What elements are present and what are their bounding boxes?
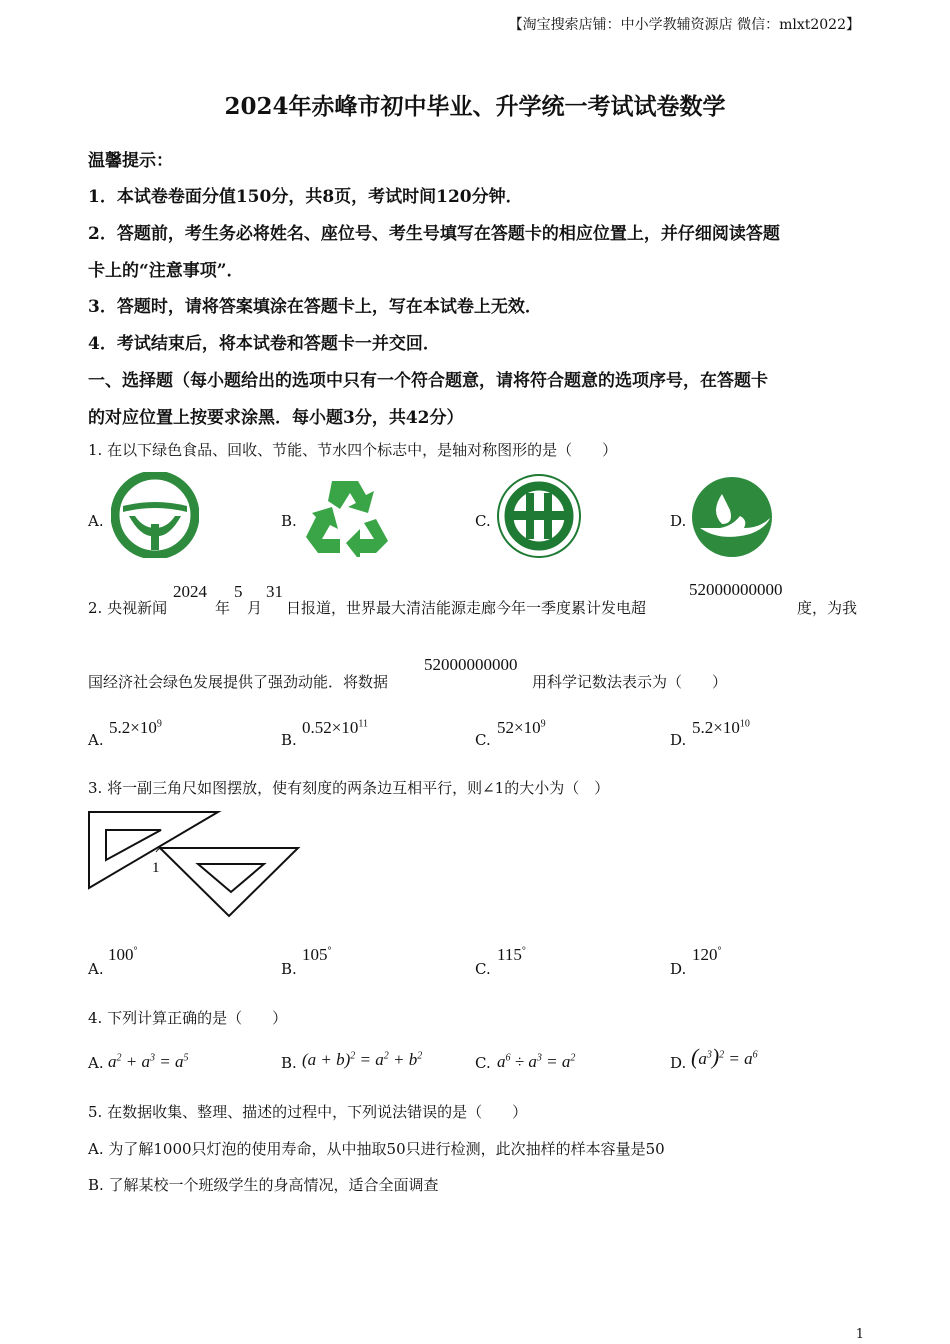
q2-big-number: 52000000000: [689, 580, 783, 599]
section-heading-cont: 的对应位置上按要求涂黑．每小题3分，共42分）: [88, 408, 464, 428]
q5-option-b: B. 了解某校一个班级学生的身高情况，适合全面调查: [88, 1176, 439, 1194]
q2-option-a-label: A.: [88, 731, 104, 749]
q3-option-d-label: D.: [670, 960, 687, 978]
q1-option-d-label: D.: [670, 512, 687, 530]
q4-option-c-label: C.: [475, 1054, 491, 1072]
water-saving-logo-icon: [690, 476, 776, 560]
energy-saving-logo-icon: [495, 473, 583, 559]
tips-heading: 温馨提示：: [88, 151, 173, 171]
q2-option-c: $52\times 10^9$: [497, 718, 546, 737]
q4-option-b-label: B.: [281, 1054, 297, 1072]
tip-item: 卡上的“注意事项”．: [88, 261, 244, 281]
question-2-stem-part: 2. 央视新闻: [88, 599, 168, 617]
q2-year: 2024: [173, 582, 207, 601]
q2-line2-end: 用科学记数法表示为（ ）: [532, 673, 728, 691]
question-4-stem: 4. 下列计算正确的是（ ）: [88, 1009, 288, 1027]
q2-big-number-2: 52000000000: [424, 655, 518, 674]
q5-option-a: A. 为了解1000只灯泡的使用寿命，从中抽取50只进行检测，此次抽样的样本容量是50: [88, 1140, 665, 1158]
q4-option-a-formula: $a^2 + a^3 = a^5$: [108, 1052, 189, 1071]
page-number: 1: [855, 1327, 864, 1342]
q2-line2: 国经济社会绿色发展提供了强劲动能．将数据: [88, 673, 389, 691]
q2-month: 5: [234, 582, 243, 601]
q4-option-c-formula: $a^6 \div a^3 = a^2$: [497, 1052, 576, 1071]
page-title: 2024年赤峰市初中毕业、升学统一考试试卷数学: [224, 93, 726, 120]
q2-text: 月: [247, 599, 263, 617]
q3-option-d: 120°: [692, 945, 722, 964]
section-heading: 一、选择题（每小题给出的选项中只有一个符合题意，请将符合题意的选项序号，在答题卡: [88, 371, 768, 391]
q4-option-d-formula: $(a^3)^2 = a^6$: [691, 1044, 758, 1069]
question-3-stem: 3. 将一副三角尺如图摆放，使有刻度的两条边互相平行，则∠1的大小为（ ）: [88, 779, 610, 797]
q3-option-b-label: B.: [281, 960, 297, 978]
q3-option-a-label: A.: [88, 960, 104, 978]
q2-option-c-label: C.: [475, 731, 491, 749]
q4-option-a-label: A.: [88, 1054, 104, 1072]
q2-day: 31: [266, 582, 283, 601]
q2-text: 年: [215, 599, 231, 617]
q3-option-c-label: C.: [475, 960, 491, 978]
q2-option-b-label: B.: [281, 731, 297, 749]
triangle-rulers-figure: [86, 806, 302, 922]
tip-item: 2．答题前，考生务必将姓名、座位号、考生号填写在答题卡的相应位置上，并仔细阅读答题: [88, 224, 780, 244]
q3-option-a: 100°: [108, 945, 138, 964]
angle-label: 1: [152, 860, 160, 876]
q3-option-b: 105°: [302, 945, 332, 964]
q2-option-a: $5.2\times 10^9$: [109, 718, 162, 737]
q2-option-d: $5.2\times 10^{10}$: [692, 718, 750, 737]
q3-option-c: 115°: [497, 945, 526, 964]
question-1-stem: 1. 在以下绿色食品、回收、节能、节水四个标志中，是轴对称图形的是（ ）: [88, 441, 618, 459]
q4-option-d-label: D.: [670, 1054, 687, 1072]
q4-option-b-formula: $(a + b)^2 = a^2 + b^2$: [302, 1050, 423, 1069]
recycle-icon: [302, 473, 390, 557]
q2-text: 日报道，世界最大清洁能源走廊今年一季度累计发电超: [286, 599, 647, 617]
q2-option-d-label: D.: [670, 731, 687, 749]
green-food-logo-icon: [111, 472, 199, 558]
question-5-stem: 5. 在数据收集、整理、描述的过程中，下列说法错误的是（ ）: [88, 1103, 528, 1121]
tip-item: 1．本试卷卷面分值150分，共8页，考试时间120分钟．: [88, 187, 523, 207]
q2-text: 度，为我: [797, 599, 858, 617]
header-note: 【淘宝搜索店铺：中小学教辅资源店 微信：mlxt2022】: [508, 17, 860, 33]
q1-option-a-label: A.: [88, 512, 104, 530]
q2-option-b: $0.52\times 10^{11}$: [302, 718, 368, 737]
q1-option-c-label: C.: [475, 512, 491, 530]
tip-item: 4．考试结束后，将本试卷和答题卡一并交回．: [88, 334, 440, 354]
tip-item: 3．答题时，请将答案填涂在答题卡上，写在本试卷上无效．: [88, 297, 542, 317]
q1-option-b-label: B.: [281, 512, 297, 530]
